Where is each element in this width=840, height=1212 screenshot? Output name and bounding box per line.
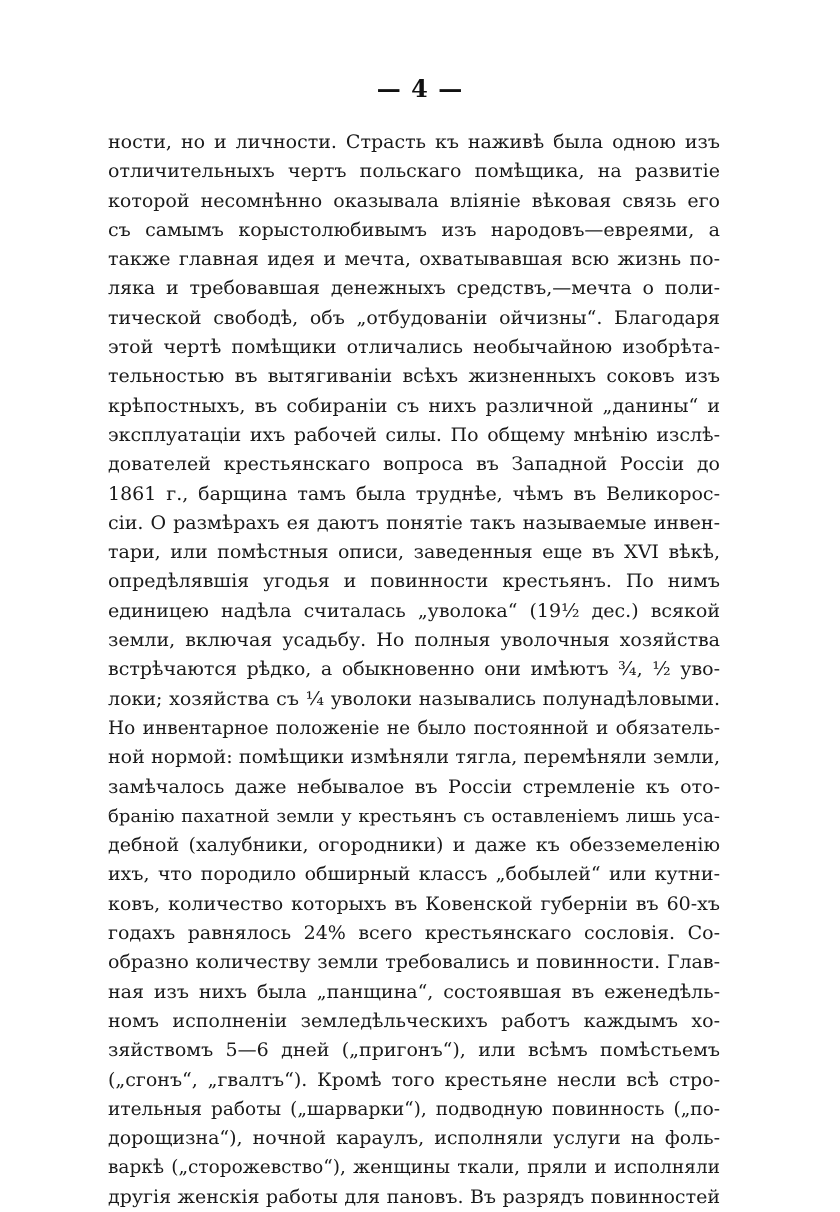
text-line: („сгонъ“, „гвалтъ“). Кромѣ того крестьяне несли всѣ стро-	[108, 1068, 720, 1091]
text-line: опредѣлявшія угодья и повинности крестьянъ. По нимъ	[108, 570, 720, 593]
text-line: замѣчалось даже небывалое въ Россіи стремленіе къ ото-	[108, 775, 720, 798]
text-line: Но инвентарное положеніе не было постоянной и обязатель-	[108, 717, 720, 739]
text-line: отличительныхъ чертъ польскаго помѣщика, на развитіе	[108, 160, 720, 183]
text-line: дебной (халубники, огородники) и даже къ обезземеленію	[108, 834, 720, 857]
text-line: крѣпостныхъ, въ собираніи съ нихъ различной „данины“ и	[108, 394, 720, 417]
text-line: 1861 г., барщина тамъ была труднѣе, чѣмъ въ Великорос-	[108, 482, 720, 505]
text-line: сіи. О размѣрахъ ея даютъ понятіе такъ называемые инвен-	[108, 511, 720, 534]
text-line: ихъ, что породило обширный классъ „бобылей“ или кутни-	[108, 863, 720, 886]
text-line: съ самымъ корыстолюбивымъ изъ народовъ—евреями, а	[108, 218, 720, 241]
text-line: другія женскія работы для пановъ. Въ разрядъ повинностей	[108, 1185, 720, 1208]
text-line: этой чертѣ помѣщики отличались необычайною изобрѣта-	[108, 336, 720, 359]
text-line: единицею надѣла считалась „уволока“ (19½ дес.) всякой	[108, 599, 720, 622]
text-line: также главная идея и мечта, охватывавшая всю жизнь по-	[108, 248, 720, 271]
text-line: тельностью въ вытягиваніи всѣхъ жизненныхъ соковъ изъ	[108, 365, 720, 388]
text-line: локи; хозяйства съ ¼ уволоки назывались полунадѣловыми.	[108, 687, 720, 710]
text-line: ковъ, количество которыхъ въ Ковенской губерніи въ 60-хъ	[108, 892, 720, 915]
text-line: тари, или помѣстныя описи, заведенныя еще въ XVI вѣкѣ,	[108, 541, 720, 564]
text-line: ной нормой: помѣщики измѣняли тягла, перемѣняли земли,	[108, 746, 720, 769]
text-line: дователей крестьянскаго вопроса въ Западной Россіи до	[108, 453, 720, 476]
text-line: земли, включая усадьбу. Но полныя уволочныя хозяйства	[108, 629, 720, 652]
text-line: дорощизна“), ночной караулъ, исполняли услуги на фоль-	[108, 1127, 720, 1150]
text-line: ная изъ нихъ была „панщина“, состоявшая въ еженедѣль-	[108, 980, 720, 1003]
body-text	[108, 128, 720, 1212]
text-line: образно количеству земли требовались и повинности. Глав-	[108, 951, 720, 974]
text-line: ляка и требовавшая денежныхъ средствъ,—мечта о поли-	[108, 277, 720, 300]
text-line: зяйствомъ 5—6 дней („пригонъ“), или всѣмъ помѣстьемъ	[108, 1039, 720, 1062]
text-line: варкѣ („сторожевство“), женщины ткали, пряли и исполняли	[108, 1157, 720, 1179]
text-line: ительныя работы („шарварки“), подводную повинность („по-	[108, 1098, 720, 1120]
text-line: которой несомнѣнно оказывала вліяніе вѣковая связь его	[108, 189, 720, 212]
page-number: — 4 —	[376, 74, 464, 103]
text-line: бранію пахатной земли у крестьянъ съ оставленіемъ лишь уса-	[108, 805, 720, 827]
text-line: годахъ равнялось 24% всего крестьянскаго сословія. Со-	[108, 922, 720, 945]
text-line: встрѣчаются рѣдко, а обыкновенно они имѣютъ ¾, ½ уво-	[108, 658, 720, 681]
text-line: номъ исполненіи земледѣльческихъ работъ каждымъ хо-	[108, 1009, 720, 1032]
text-line: ности, но и личности. Страсть къ наживѣ была одною изъ	[108, 131, 720, 153]
text-line: тической свободѣ, объ „отбудованіи ойчизны“. Благодаря	[108, 306, 720, 329]
text-line: эксплуатаціи ихъ рабочей силы. По общему мнѣнію изслѣ-	[108, 423, 720, 446]
